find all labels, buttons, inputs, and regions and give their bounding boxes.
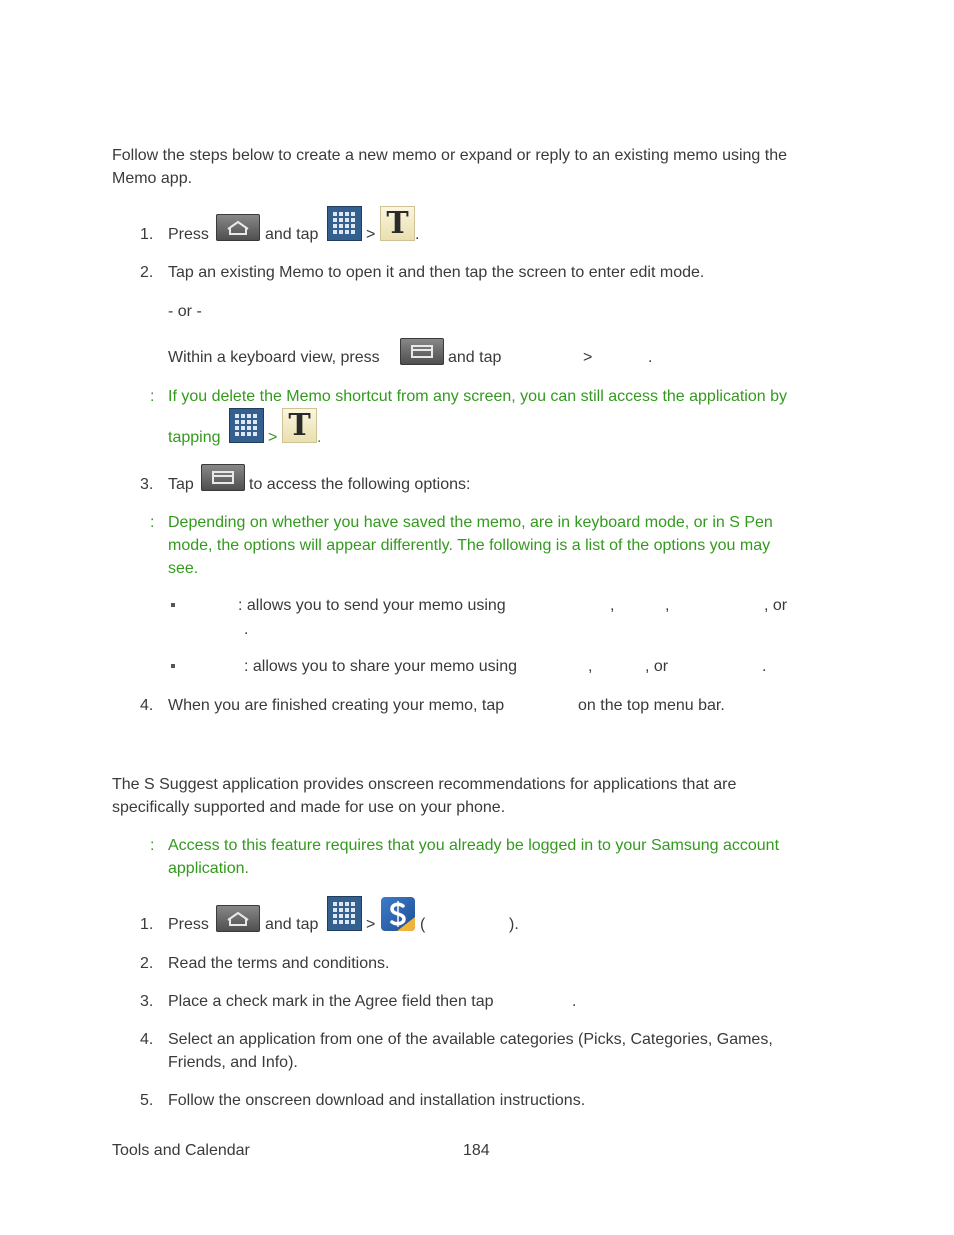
step-text: Within a keyboard view, press xyxy=(168,349,380,366)
step-number: 2. xyxy=(140,955,154,972)
ssuggest-intro-line-1: The S Suggest application provides onscreen recommendations for applications that are xyxy=(112,776,737,793)
separator: > xyxy=(366,226,376,243)
step-text: on the top menu bar. xyxy=(578,697,725,714)
menu-key-icon xyxy=(201,464,245,491)
apps-grid-icon xyxy=(229,408,264,443)
step-text: and tap xyxy=(448,349,502,366)
apps-grid-icon xyxy=(327,206,362,241)
step-text: Press xyxy=(168,226,209,243)
bullet-marker xyxy=(171,664,175,668)
menu-key-icon xyxy=(400,338,444,365)
option-text: , xyxy=(588,658,593,675)
step-text: . xyxy=(415,226,420,243)
step-text: ). xyxy=(509,916,519,933)
footer-section-title: Tools and Calendar xyxy=(112,1142,250,1159)
note-text: Depending on whether you have saved the memo, are in keyboard mode, or in S Pen xyxy=(168,514,773,531)
step-text: Tap an existing Memo to open it and then tap the screen to enter edit mode. xyxy=(168,264,705,281)
option-text: : allows you to send your memo using xyxy=(238,597,506,614)
option-text: . xyxy=(244,621,249,638)
or-separator: - or - xyxy=(168,303,202,320)
intro-line-1: Follow the steps below to create a new memo or expand or reply to an existing memo using the xyxy=(112,147,788,164)
step-number: 3. xyxy=(140,993,154,1010)
intro-line-2: Memo app. xyxy=(112,170,193,187)
step-text: to access the following options: xyxy=(249,476,471,493)
note-text: tapping xyxy=(168,429,221,446)
ssuggest-intro-line-2: specifically supported and made for use on your phone. xyxy=(112,799,506,816)
note-text: If you delete the Memo shortcut from any screen, you can still access the application by xyxy=(168,388,787,405)
note-text: . xyxy=(317,429,322,446)
note-text: mode, the options will appear differently. The following is a list of the options you may xyxy=(168,537,771,554)
note-marker: : xyxy=(150,837,155,854)
step-number: 4. xyxy=(140,1031,154,1048)
step-text: . xyxy=(648,349,653,366)
step-text: Tap xyxy=(168,476,194,493)
option-text: . xyxy=(762,658,767,675)
step-number: 4. xyxy=(140,697,154,714)
option-text: , xyxy=(665,597,670,614)
step-text: Follow the onscreen download and installation instructions. xyxy=(168,1092,586,1109)
step-text: . xyxy=(572,993,577,1010)
step-number: 2. xyxy=(140,264,154,281)
page-number: 184 xyxy=(463,1142,490,1159)
note-text: see. xyxy=(168,560,199,577)
option-text: : allows you to share your memo using xyxy=(244,658,518,675)
step-text: Press xyxy=(168,916,209,933)
step-text: When you are finished creating your memo, tap xyxy=(168,697,505,714)
note-text: application. xyxy=(168,860,249,877)
memo-app-icon: T xyxy=(380,206,415,241)
step-text: and tap xyxy=(265,916,319,933)
step-number: 1. xyxy=(140,226,154,243)
step-text: Select an application from one of the available categories (Picks, Categories, Games, xyxy=(168,1031,773,1048)
step-text: ( xyxy=(420,916,426,933)
step-number: 3. xyxy=(140,476,154,493)
step-number: 1. xyxy=(140,916,154,933)
step-number: 5. xyxy=(140,1092,154,1109)
memo-app-icon: T xyxy=(282,408,317,443)
option-text: , or xyxy=(645,658,669,675)
home-key-icon xyxy=(216,905,260,932)
note-marker: : xyxy=(150,514,155,531)
step-text: Friends, and Info). xyxy=(168,1054,298,1071)
note-text: Access to this feature requires that you already be logged in to your Samsung account xyxy=(168,837,780,854)
home-key-icon xyxy=(216,214,260,241)
option-text: , or xyxy=(764,597,788,614)
separator: > xyxy=(268,429,278,446)
s-suggest-app-icon xyxy=(381,897,415,931)
note-marker: : xyxy=(150,388,155,405)
step-text: Read the terms and conditions. xyxy=(168,955,390,972)
option-text: , xyxy=(610,597,615,614)
separator: > xyxy=(583,349,593,366)
bullet-marker xyxy=(171,603,175,607)
separator: > xyxy=(366,916,376,933)
step-text: Place a check mark in the Agree field then tap xyxy=(168,993,494,1010)
apps-grid-icon xyxy=(327,896,362,931)
step-text: and tap xyxy=(265,226,319,243)
